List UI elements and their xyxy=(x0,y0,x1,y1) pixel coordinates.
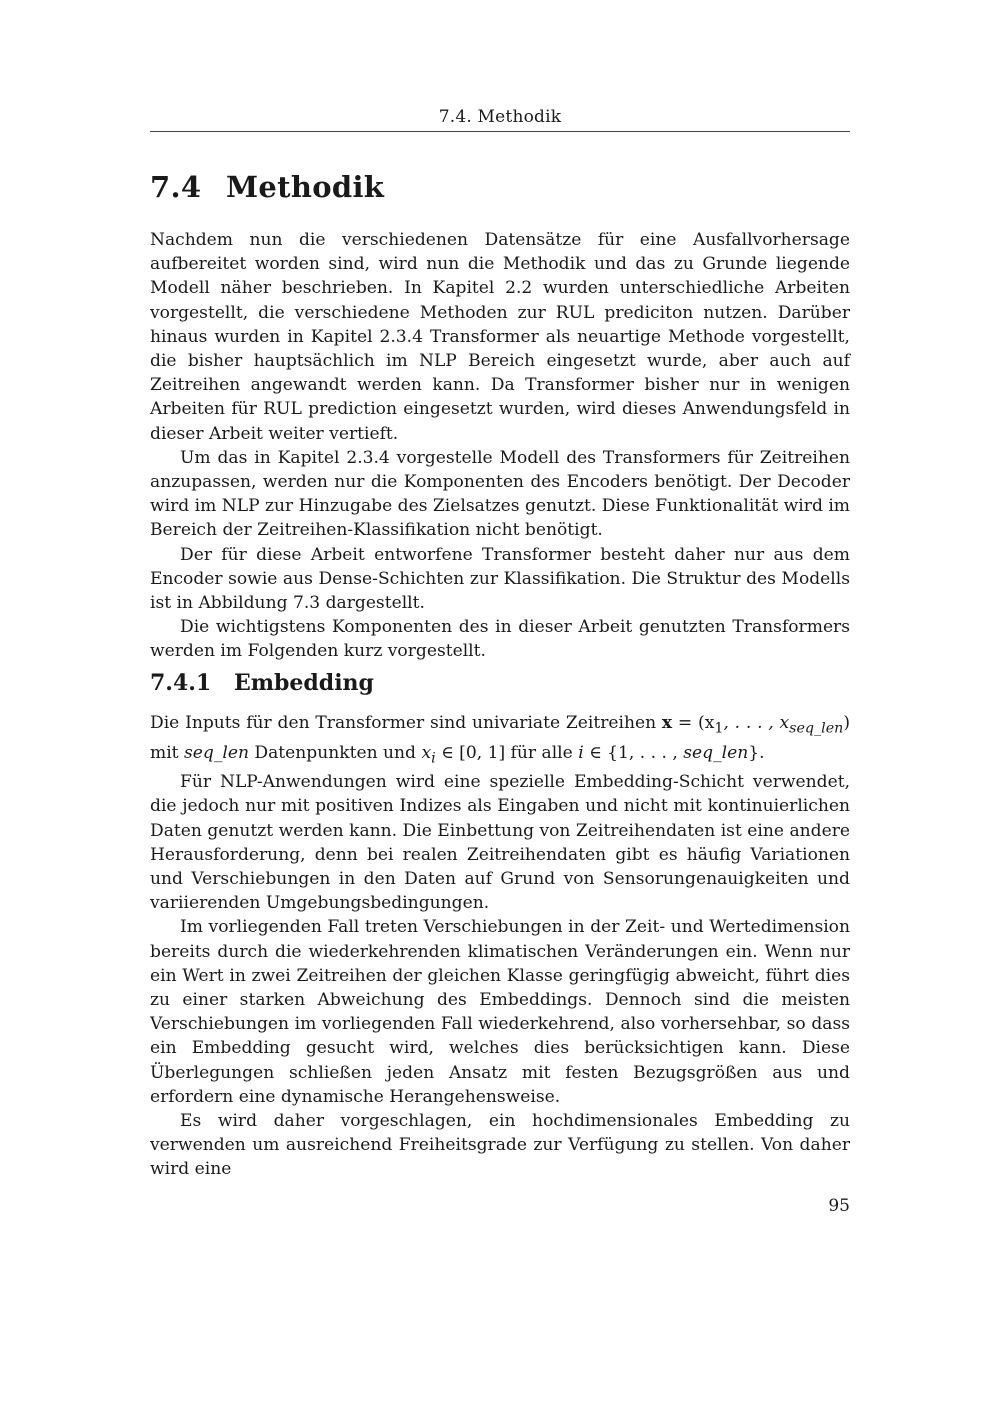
header-rule xyxy=(150,131,850,132)
section-number: 7.4 xyxy=(150,170,202,204)
intro-text: mit xyxy=(150,742,184,763)
intro-text: Datenpunkten und xyxy=(248,742,422,763)
section-body xyxy=(150,228,850,664)
paragraph: Im vorliegenden Fall treten Verschiebungen in der Zeit- und Wertedimension bereits durch die wiederkehrenden klimatischen Veränderungen ein. Wenn nur ein Wert in zwei Zeitreihen der gleichen Klasse geringfügig abweicht, führt dies zu einer starken Abweichung des Embeddings. Dennoch sind die meisten Verschiebungen im vorliegenden Fall wiederkehrend, also vorhersehbar, so dass ein Embedding gesucht wird, welches dies berücksichtigen kann. Diese Überlegungen schließen jeden Ansatz mit festen Bezugsgrößen aus und erfordern eine dynamische Herangehensweise. xyxy=(150,917,850,1107)
math: , . . . , x xyxy=(723,713,790,733)
math-subscript: 1 xyxy=(714,720,724,737)
paragraph: Der für diese Arbeit entworfene Transformer besteht daher nur aus dem Encoder sowie aus Dense-Schichten zur Klassifikation. Die Struktur des Modells ist in Abbildung 7.3 dargestellt. xyxy=(150,544,850,614)
section-title: Methodik xyxy=(226,170,385,204)
subsection-number: 7.4.1 xyxy=(150,670,212,696)
running-header: 7.4. Methodik xyxy=(438,107,562,127)
math-subscript: i xyxy=(431,750,436,767)
intro-text: für alle xyxy=(505,742,579,763)
paragraph: Es wird daher vorgeschlagen, ein hochdimensionales Embedding zu verwenden um ausreichend Freiheitsgrade zur Verfügung zu stellen. Von daher wird eine xyxy=(150,1111,850,1180)
math: x xyxy=(421,742,432,763)
math-subscript: seq_len xyxy=(789,720,844,737)
math: ) xyxy=(843,713,851,733)
paragraph: Nachdem nun die verschiedenen Datensätze für eine Ausfallvorhersage aufbereitet worden sind, wird nun die Methodik und das zu Grunde liegende Modell näher beschrieben. In Kapitel 2.2 wurden unterschiedliche Arbeiten vorgestellt, die verschiedene Methoden zur RUL prediciton nutzen. Darüber hinaus wurden in Kapitel 2.3.4 Transformer als neuartige Methode vorgestellt, die bisher hauptsächlich im NLP Bereich eingesetzt wurde, aber auch auf Zeitreihen angewandt werden kann. Da Transformer bisher nur in wenigen Arbeiten für RUL prediction eingesetzt wurden, wird dieses Anwendungsfeld in dieser Arbeit weiter vertieft. xyxy=(150,230,850,444)
math-seq-len: seq_len xyxy=(183,742,249,763)
paragraph: Um das in Kapitel 2.3.4 vorgestelle Modell des Transformers für Zeitreihen anzupassen, werden nur die Komponenten des Encoders benötigt. Der Decoder wird im NLP zur Hinzugabe des Zielsatzes genutzt. Diese Funktionalität wird im Bereich der Zeitreihen-Klassifikation nicht benötigt. xyxy=(150,447,850,541)
subsection-heading xyxy=(150,670,374,696)
math-seq-len: seq_len xyxy=(683,742,749,763)
math: }. xyxy=(748,742,765,763)
subsection-body xyxy=(150,711,850,1182)
section-heading xyxy=(150,170,384,204)
intro-text: Die Inputs für den Transformer sind univariate Zeitreihen xyxy=(150,713,662,733)
math-vector-x: x xyxy=(661,713,673,733)
paragraph: Für NLP-Anwendungen wird eine spezielle Embedding-Schicht verwendet, die jedoch nur mit positiven Indizes als Eingaben und nicht mit kontinuierlichen Daten genutzt werden kann. Die Einbettung von Zeitreihendaten ist eine andere Herausforderung, denn bei realen Zeitreihendaten gibt es häufig Variationen und Verschiebungen in den Daten auf Grund von Sensorungenauigkeiten und variierenden Umgebungsbedingungen. xyxy=(150,772,850,914)
paragraph-intro xyxy=(150,711,850,770)
paragraph: Die wichtigstens Komponenten des in dieser Arbeit genutzten Transformers werden im Folgenden kurz vorgestellt. xyxy=(150,617,850,662)
math: i xyxy=(578,742,584,763)
subsection-title: Embedding xyxy=(234,670,374,696)
page-number: 95 xyxy=(828,1196,850,1216)
math: ∈ [0, 1] xyxy=(435,742,506,763)
math: = (x xyxy=(672,713,715,733)
math: ∈ {1, . . . , xyxy=(583,742,684,763)
